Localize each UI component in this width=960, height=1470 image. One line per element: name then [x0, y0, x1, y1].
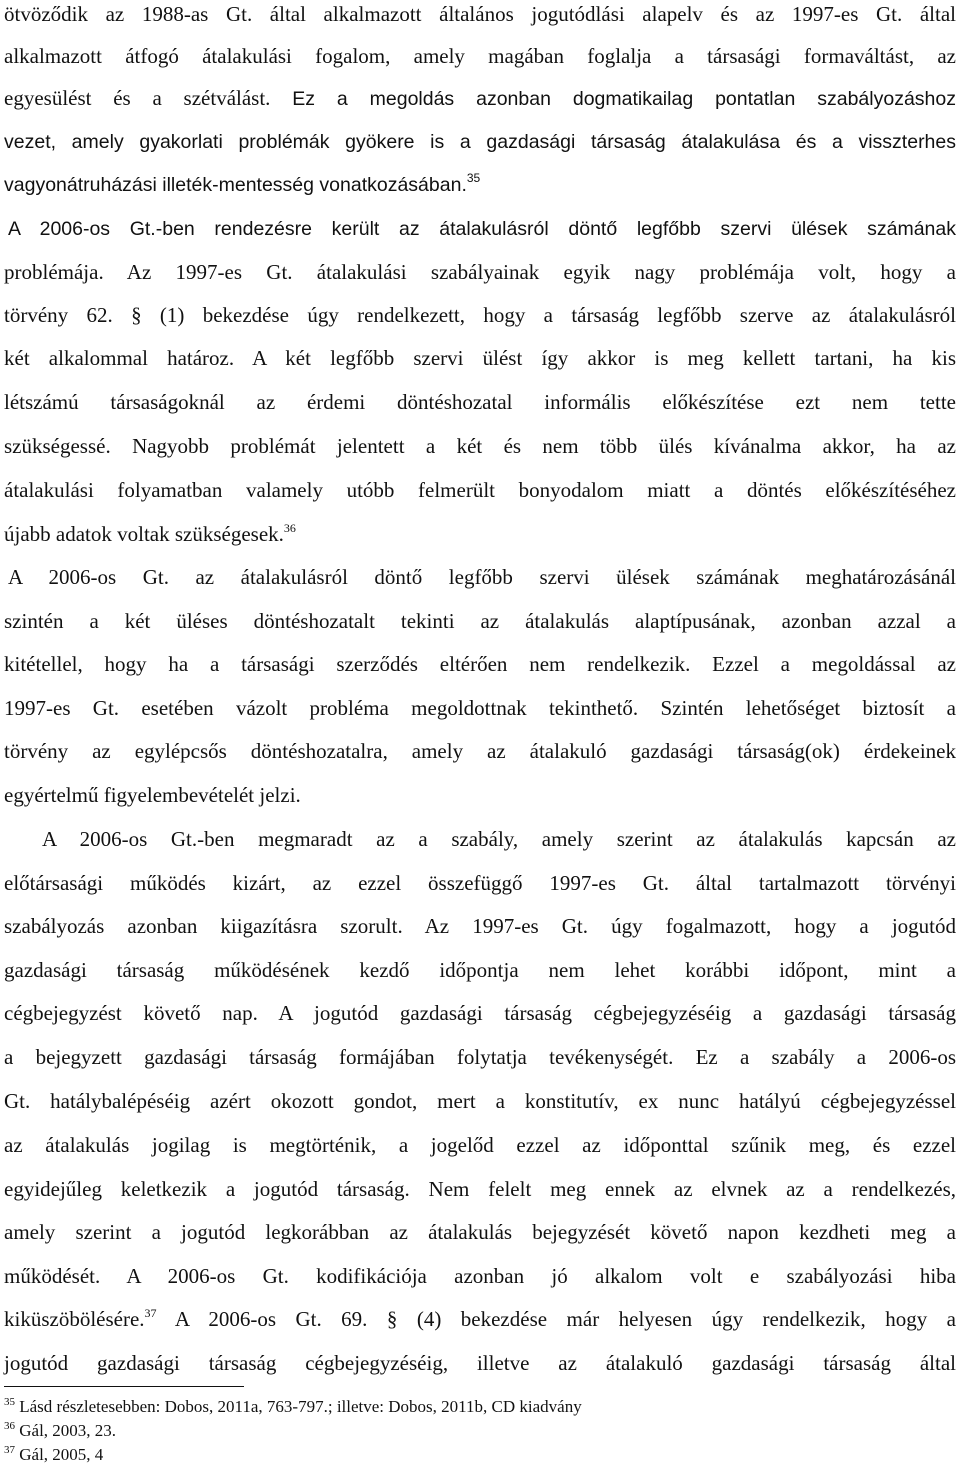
footnote: [4, 1421, 116, 1441]
body-text: Ez a megoldás azonban dogmatikailag pontatlan szabályozáshoz: [292, 88, 956, 110]
body-line: [4, 172, 956, 199]
body-line: cégbejegyzést követő nap. A jogutód gazdasági társaság cégbejegyzéséig a gazdasági társaság: [4, 1001, 956, 1025]
body-line: gazdasági társaság működésének kezdő időpontja nem lehet korábbi időpont, mint a: [4, 958, 956, 982]
body-line: előtársasági működés kizárt, az ezzel összefüggő 1997-es Gt. által tartalmazott törvényi: [4, 871, 956, 895]
body-text: vagyonátruházási illeték-mentesség vonatkozásában.: [4, 174, 467, 196]
footnote: [4, 1397, 582, 1417]
body-line: amely szerint a jogutód legkorábban az átalakulás bejegyzését követő napon kezdheti meg a: [4, 1220, 956, 1244]
body-line: az átalakulás jogilag is megtörténik, a jogelőd ezzel az időponttal szűnik meg, és ezzel: [4, 1133, 956, 1157]
body-line: jogutód gazdasági társaság cégbejegyzéséig, illetve az átalakuló gazdasági társaság által: [4, 1351, 956, 1375]
body-text: újabb adatok voltak szükségesek.: [4, 522, 284, 546]
body-line: a bejegyzett gazdasági társaság formájában folytatja tevékenységét. Ez a szabály a 2006-os: [4, 1045, 956, 1069]
body-text: egyesülést és a szétválást.: [4, 86, 293, 110]
footnote-number: 35: [4, 1396, 15, 1408]
paragraph-start-line: A 2006-os Gt.-ben megmaradt az a szabály, amely szerint az átalakulás kapcsán az: [42, 827, 956, 851]
body-text: kiküszöbölésére.: [4, 1307, 145, 1331]
body-line: törvény 62. § (1) bekezdése úgy rendelkezett, hogy a társaság legfőbb szerve az átalakulásról: [4, 303, 956, 327]
footnote-text: Gál, 2005, 4: [19, 1445, 104, 1464]
body-line: problémája. Az 1997-es Gt. átalakulási szabályainak egyik nagy problémája volt, hogy a: [4, 260, 956, 284]
body-text: A 2006-os Gt.: [8, 218, 156, 240]
footnote-divider: [4, 1386, 244, 1387]
paragraph-start-line: [8, 216, 956, 243]
footnote-number: 36: [4, 1420, 15, 1432]
body-line: [4, 521, 956, 548]
body-line: Gt. hatálybalépéséig azért okozott gondot, mert a konstitutív, ex nunc hatályú cégbejegyzéssel: [4, 1089, 956, 1113]
body-line: [4, 85, 956, 113]
body-line: létszámú társaságoknál az érdemi döntéshozatal informális előkészítése ezt nem tette: [4, 390, 956, 414]
footnote-ref: 37: [144, 1306, 157, 1320]
body-line: egyértelmű figyelembevételét jelzi.: [4, 783, 301, 807]
body-line: szintén a két üléses döntéshozatalt tekinti az átalakulás alaptípusának, azonban azzal a: [4, 609, 956, 633]
body-line: szabályozás azonban kiigazításra szorult. Az 1997-es Gt. úgy fogalmazott, hogy a jogutód: [4, 914, 956, 938]
body-line: [4, 1306, 956, 1333]
body-line: egyidejűleg keletkezik a jogutód társaság. Nem felelt meg ennek az elvnek az a rendelkezés,: [4, 1177, 956, 1201]
body-line: törvény az egylépcsős döntéshozatalra, amely az átalakuló gazdasági társaság(ok) érdekeinek: [4, 739, 956, 763]
body-line: működését. A 2006-os Gt. kodifikációja azonban jó alkalom volt e szabályozási hiba: [4, 1264, 956, 1288]
footnote-number: 37: [4, 1444, 15, 1456]
footnote-text: Lásd részletesebben: Dobos, 2011a, 763-797.; illetve: Dobos, 2011b, CD kiadvány: [19, 1397, 582, 1416]
footnote-ref: 35: [466, 171, 481, 185]
body-line: szükségessé. Nagyobb problémát jelentett a két és nem több ülés kívánalma akkor, ha az: [4, 434, 956, 458]
body-text: A 2006-os Gt. 69. § (4) bekezdése már helyesen úgy rendelkezik, hogy a: [156, 1307, 956, 1331]
body-line: 1997-es Gt. esetében vázolt probléma megoldottnak tekinthető. Szintén lehetőséget biztosít a: [4, 696, 956, 720]
paragraph-start-line: A 2006-os Gt. az átalakulásról döntő legfőbb szervi ülések számának meghatározásánál: [8, 565, 956, 589]
footnote: [4, 1445, 103, 1465]
footnote-text: Gál, 2003, 23.: [19, 1421, 117, 1440]
body-line: átalakulási folyamatban valamely utóbb felmerült bonyodalom miatt a döntés előkészítéséhez: [4, 478, 956, 502]
body-line: két alkalommal határoz. A két legfőbb szervi ülést így akkor is meg kellett tartani, ha kis: [4, 346, 956, 370]
body-text: -ben rendezésre került az átalakulásról döntő legfőbb szervi ülések számának: [155, 218, 956, 240]
footnote-ref: 36: [283, 521, 296, 535]
body-line: kitétellel, hogy ha a társasági szerződés eltérően nem rendelkezik. Ezzel a megoldással az: [4, 652, 956, 676]
body-line: vezet, amely gyakorlati problémák gyökere is a gazdasági társaság átalakulása és a visszterhes: [4, 131, 956, 153]
body-line: ötvöződik az 1988-as Gt. által alkalmazott általános jogutódlási alapelv és az 1997-es Gt. által: [4, 2, 956, 26]
body-line: alkalmazott átfogó átalakulási fogalom, amely magában foglalja a társasági formaváltást, az: [4, 44, 956, 68]
